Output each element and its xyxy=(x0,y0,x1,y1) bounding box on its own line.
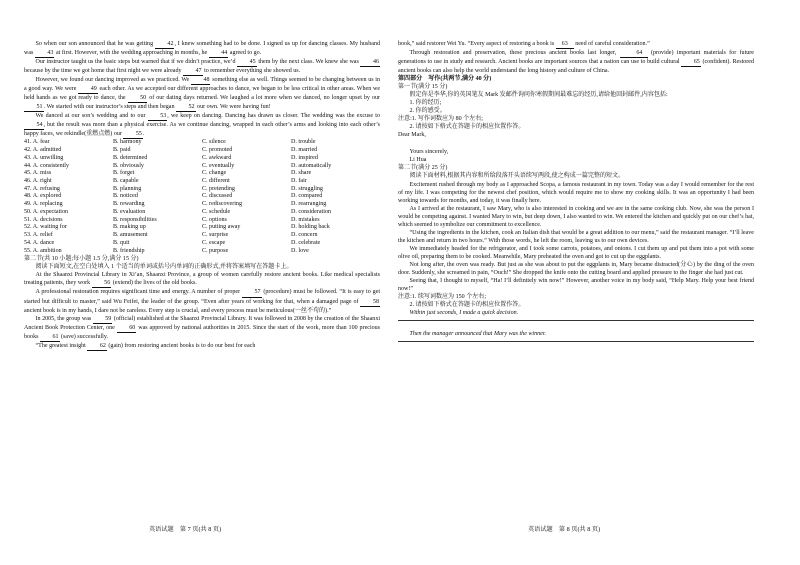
blank-60[interactable]: 60 xyxy=(117,324,137,333)
option-choice[interactable]: D. struggling xyxy=(291,185,323,192)
option-choice[interactable]: C. purpose xyxy=(202,247,229,254)
option-row xyxy=(24,147,380,155)
option-choice[interactable]: D. concern xyxy=(291,232,318,239)
continuation-note-1: 注意:1. 续写词数应为 150 个左右; xyxy=(398,293,487,300)
option-choice[interactable]: D. fair xyxy=(291,178,307,185)
passage2-paragraph-2: A professional restoration requires significant time and energy. A number of proper 57 (procedure) must be followed. “It is easy to get started but difficult to master,” said Wu Feifei, the leader of the group. “Even after years of working for that, when a damaged page of 58 ancient book is in my hands, I dare not be careless. Every step is crucial, and every process must be meticulous(一丝不苟的).” xyxy=(24,289,380,314)
option-choice[interactable]: C. eventually xyxy=(202,162,235,169)
blank-45[interactable]: 45 xyxy=(237,58,257,67)
blank-65[interactable]: 65 xyxy=(681,58,701,67)
writing-section1-prompt: 假定你是李华,你的英国笔友 Mark 发邮件询问你寒假期间最难忘的经历,请给他回封邮件,内容包括: xyxy=(409,92,668,99)
story-paragraph-1: Excitement rushed through my body as I approached Scopa, a famous restaurant in my town. Today was a day I would remember for the rest of my life. I was competing for the newest chef position, which would require me to show my cooking skills. It was an opportunity I had been working towards for months, and today, it was finally here. xyxy=(398,181,754,204)
blank-47[interactable]: 47 xyxy=(183,67,203,76)
blank-48[interactable]: 48 xyxy=(191,76,211,85)
option-choice[interactable]: B. capable xyxy=(113,178,139,185)
option-choice[interactable]: B. planning xyxy=(113,185,142,192)
blank-46[interactable]: 46 xyxy=(360,58,380,67)
blank-58[interactable]: 58 xyxy=(360,298,380,307)
passage2-paragraph-1: At the Shaanxi Provincial Library in Xi’an, Shaanxi Province, a group of women carefully restore ancient books. Like medical specialists treating patients, they work 56 (extend) the lives of the old books. xyxy=(24,271,380,288)
option-choice[interactable]: B. noticed xyxy=(113,193,138,200)
option-row xyxy=(24,170,380,178)
letter-salutation: Dear Mark, xyxy=(398,132,426,139)
option-choice[interactable]: D. mistakes xyxy=(291,216,320,223)
option-choice[interactable]: 49. A. replacing xyxy=(24,201,63,208)
passage-paragraph-3: However, we found our dancing improved as we practiced. We 48 something else as well. Things seemed to be changing between us in a good way. We were 49 each other. As we accepted our different approaches to dance, we began to be less critical in other areas. When we held hands as we got ready to dance, the 50 of our dating days returned. We laughed a lot more when we danced, no longer upset by our 51. We started with our instructor’s steps and then began 52 our own. We were having fun! xyxy=(24,76,380,112)
option-row xyxy=(24,224,380,232)
option-choice[interactable]: B. rewarding xyxy=(113,201,145,208)
blank-44[interactable]: 44 xyxy=(209,49,229,58)
passage2-paragraph-3: In 2005, the group was 59 (official) established at the Shaanxi Provincial Library. It was followed in 2008 by the creation of the Shaanxi Ancient Book Protection Center, one 60 was approved by national authorities in 2015. Since the start of the work, more than 100 precious books 61 (save) successfully. xyxy=(24,315,380,342)
blank-54[interactable]: 54 xyxy=(24,121,44,130)
option-choice[interactable]: 42. A. admitted xyxy=(24,147,62,154)
option-row xyxy=(24,240,380,248)
blank-64[interactable]: 64 xyxy=(620,49,648,58)
option-choice[interactable]: B. determined xyxy=(113,154,148,161)
option-choice[interactable]: 53. A. relief xyxy=(24,232,53,239)
passage-paragraph-1: So when our son announced that he was getting 42, I knew something had to be done. I signed us up for dancing classes. My husband was 43 at first. However, with the wedding approaching in months, he 44 agreed to go. xyxy=(24,40,380,58)
option-choice[interactable]: C. silence xyxy=(202,139,226,146)
story-paragraph-6: Seeing that, I thought to myself, “Ha! I’ll definitely win now!” However, another voice in my body said, “Help Mary. Help your best friend now!” xyxy=(398,277,754,292)
blank-50[interactable]: 50 xyxy=(128,94,148,103)
letter-signature: Li Hua xyxy=(409,157,427,164)
section2-instructions: 阅读下面短文,在空白处填入 1 个适当的单词或括号内单词的正确形式,并将答案填写在答题卡上。 xyxy=(35,264,293,271)
writing-line xyxy=(398,341,754,342)
option-choice[interactable]: D. celebrate xyxy=(291,239,321,246)
option-choice[interactable]: C. rediscovering xyxy=(202,201,242,208)
option-choice[interactable]: 51. A. decisions xyxy=(24,216,63,223)
passage-paragraph-2: Our instructor taught us the basic steps but warned that if we didn’t practice, we’d 45 them by the next class. We knew she was 46 because by the time we got home that first night we were already 47 to remember everything she showed us. xyxy=(24,58,380,76)
story-paragraph-4: We immediately headed for the refrigerator, and I took some carrots, potatoes, and onions. I cut them up and put them into a pot with some olive oil, preparing them to be cooked. Meanwhile, Mary preheated the oven and got to cut up the eggplants. xyxy=(398,245,754,260)
blank-42[interactable]: 42 xyxy=(155,40,175,49)
story-paragraph-2: As I arrived at the restaurant, I saw Mary, who is also interested in cooking and we are in the same cooking club. Now, she was the person I would be competing against. I wanted Mary to win, but deep down, I also wanted to win. We entered the kitchen and quickly put on our chef’s hat, which seemed to symbolize our commitment to excellence. xyxy=(398,205,754,228)
continuation-start-2: Then the manager announced that Mary was the winner. xyxy=(409,331,547,338)
blank-62[interactable]: 62 xyxy=(87,342,107,351)
option-choice[interactable]: C. schedule xyxy=(202,208,231,215)
option-choice[interactable]: 41. A. fear xyxy=(24,139,50,146)
option-choice[interactable]: D. holding back xyxy=(291,224,330,231)
story-paragraph-5: Not long after, the oven was ready. But just as she was about to put the eggplants in, Mary became distracted(分心) by the ding of the oven door. Suddenly, she screamed in pain, “Ouch!” She dropped the knife onto the cutting board and applied pressure to the finger she had just cut. xyxy=(398,261,754,276)
blank-61[interactable]: 61 xyxy=(40,333,60,342)
option-choice[interactable]: C. promoted xyxy=(202,147,233,154)
blank-53[interactable]: 53 xyxy=(148,112,168,121)
option-choice[interactable]: D. married xyxy=(291,147,318,154)
option-choice[interactable]: 44. A. consistently xyxy=(24,162,70,169)
right-page xyxy=(398,40,754,342)
option-choice[interactable]: B. friendship xyxy=(113,247,145,254)
option-row xyxy=(24,155,380,163)
option-choice[interactable]: B. responsibilities xyxy=(113,216,157,223)
option-choice[interactable]: B. making up xyxy=(113,224,146,231)
option-choice[interactable]: C. awkward xyxy=(202,154,232,161)
option-choice[interactable]: 48. A. explored xyxy=(24,193,62,200)
option-choice[interactable]: D. compared xyxy=(291,193,323,200)
option-choice[interactable]: 50. A. expectation xyxy=(24,208,68,215)
part4-heading: 第四部分 写作(共两节,满分 40 分) xyxy=(398,76,492,83)
writing-section2-heading: 第二节(满分 25 分) xyxy=(398,165,448,172)
passage2-continued-1: book,” said restorer Wei Yu. “Every aspect of restoring a book is 63 need of careful consideration.” xyxy=(398,40,754,49)
option-choice[interactable]: 43. A. unwilling xyxy=(24,154,64,161)
letter-closing: Yours sincerely, xyxy=(409,149,449,156)
option-choice[interactable]: D. love xyxy=(291,247,309,254)
option-choice[interactable]: C. options xyxy=(202,216,227,223)
option-choice[interactable]: C. change xyxy=(202,170,227,177)
option-choice[interactable]: D. inspired xyxy=(291,154,318,161)
options-table xyxy=(24,139,380,255)
option-choice[interactable]: C. putting away xyxy=(202,224,241,231)
option-row xyxy=(24,248,380,256)
option-row xyxy=(24,193,380,201)
option-choice[interactable]: D. automatically xyxy=(291,162,332,169)
story-paragraph-3: “Using the ingredients in the kitchen, cook an Italian dish that would be a great addition to our menu,” said the restaurant manager. “I’ll leave the kitchen and return in two hours.” With those words, he left the room, leaving us to our own devices. xyxy=(398,229,754,244)
writing-point-1: 1. 你的经历; xyxy=(409,100,442,107)
option-row xyxy=(24,139,380,147)
page-footer-left: 英语试题 第 7 页(共 8 页) xyxy=(149,526,222,533)
writing-note-2: 2. 请按如下格式在答题卡的相应位置作答。 xyxy=(409,124,525,131)
passage2-continued-2: Through restoration and preservation, these precious ancient books last longer, 64 (provide) important materials for future generations to use in study and research. Ancient books are important sources that a nation can use to build cultural 65 (confident). Restored ancient books can also help the world understand the long history and culture of China. xyxy=(398,50,755,75)
passage-paragraph-4: We danced at our son’s wedding and to our 53, we keep on dancing. Dancing has drawn us closer. The wedding was the excuse to 54, but the result was more than a physical exercise. As we continue dancing, wrapped in each other’s arms and looking into each other’s happy faces, we rekindle(重燃点燃) our 55. xyxy=(24,112,380,139)
continuation-note-2: 2. 请按如下格式在答题卡的相应位置作答。 xyxy=(409,301,525,308)
option-choice[interactable]: D. rearranging xyxy=(291,201,327,208)
option-choice[interactable]: B. forget xyxy=(113,170,135,177)
option-row xyxy=(24,232,380,240)
option-choice[interactable]: 46. A. right xyxy=(24,178,52,185)
blank-55[interactable]: 55 xyxy=(123,130,143,139)
section2-heading: 第二节(共 10 小题;每小题 1.5 分,满分 15 分) xyxy=(24,256,139,263)
option-row xyxy=(24,163,380,171)
passage2-paragraph-4: “The greatest insight 62 (gain) from restoring ancient books is to do our best for each xyxy=(24,342,380,351)
blank-52[interactable]: 52 xyxy=(176,103,196,112)
writing-point-2: 2. 你的感受。 xyxy=(409,108,446,115)
option-choice[interactable]: 55. A. ambition xyxy=(24,247,62,254)
writing-note-1: 注意:1. 写作词数应为 80 个左右; xyxy=(398,116,483,123)
option-row xyxy=(24,217,380,225)
option-choice[interactable]: D. share xyxy=(291,170,312,177)
writing-section2-instructions: 阅读下面材料,根据其内容和所给段落开头语续写两段,使之构成一篇完整的短文。 xyxy=(409,173,625,180)
option-choice[interactable]: C. different xyxy=(202,178,230,185)
option-row xyxy=(24,186,380,194)
option-choice[interactable]: B. harmony xyxy=(113,139,142,146)
option-choice[interactable]: 52. A. waiting for xyxy=(24,224,67,231)
blank-43[interactable]: 43 xyxy=(35,49,55,58)
option-choice[interactable]: 54. A. dance xyxy=(24,239,55,246)
option-choice[interactable]: C. surprise xyxy=(202,232,229,239)
option-choice[interactable]: B. quit xyxy=(113,239,130,246)
left-page xyxy=(24,40,380,351)
option-choice[interactable]: 45. A. miss xyxy=(24,170,52,177)
page-footer-right: 英语试题 第 8 页(共 8 页) xyxy=(528,526,601,533)
blank-63[interactable]: 63 xyxy=(556,40,574,49)
option-choice[interactable]: C. discussed xyxy=(202,193,233,200)
option-choice[interactable]: C. pretending xyxy=(202,185,235,192)
writing-section1-heading: 第一节(满分 15 分) xyxy=(398,84,448,91)
option-choice[interactable]: B. obviously xyxy=(113,162,144,169)
option-choice[interactable]: C. escape xyxy=(202,239,226,246)
blank-59[interactable]: 59 xyxy=(93,315,113,324)
option-choice[interactable]: D. consideration xyxy=(291,208,331,215)
option-choice[interactable]: B. amusement xyxy=(113,232,148,239)
option-row xyxy=(24,209,380,217)
option-choice[interactable]: B. evaluation xyxy=(113,208,146,215)
option-choice[interactable]: B. paid xyxy=(113,147,131,154)
blank-57[interactable]: 57 xyxy=(242,288,262,297)
blank-49[interactable]: 49 xyxy=(78,85,98,94)
continuation-start-1: Within just seconds, I made a quick decision. xyxy=(409,310,519,316)
option-row xyxy=(24,178,380,186)
option-choice[interactable]: D. trouble xyxy=(291,139,316,146)
option-row xyxy=(24,201,380,209)
blank-51[interactable]: 51 xyxy=(24,103,44,112)
option-choice[interactable]: 47. A. refusing xyxy=(24,185,60,192)
blank-56[interactable]: 56 xyxy=(92,279,112,288)
